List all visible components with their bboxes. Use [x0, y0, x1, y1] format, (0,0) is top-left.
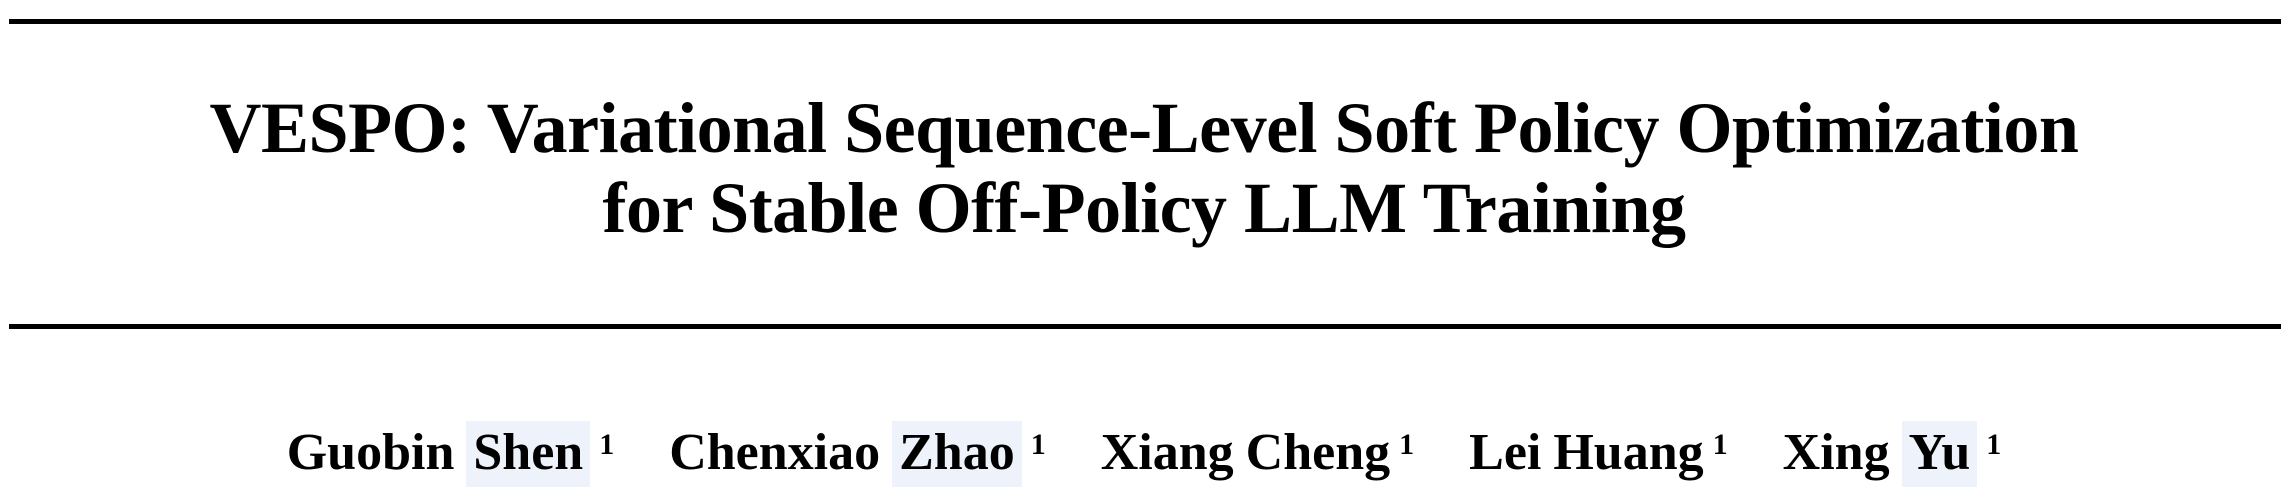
- author: [1783, 424, 2002, 489]
- author-last-name[interactable]: Zhao: [892, 421, 1022, 487]
- author: [287, 424, 615, 489]
- author: [669, 424, 1046, 489]
- author-first-name: Lei: [1469, 424, 1542, 481]
- middle-horizontal-rule: [9, 324, 2281, 329]
- author-last-name: Huang: [1553, 424, 1704, 481]
- top-horizontal-rule: [9, 19, 2281, 24]
- author-first-name: Xing: [1782, 424, 1890, 481]
- author-first-name: Guobin: [286, 424, 455, 481]
- paper-title: [0, 88, 2288, 248]
- author-last-name: Cheng: [1245, 424, 1391, 481]
- author-list: [0, 424, 2288, 489]
- author-last-name[interactable]: Shen: [466, 421, 590, 487]
- affiliation-superscript: 1: [599, 428, 615, 461]
- author-first-name: Xiang: [1100, 424, 1234, 481]
- author: [1469, 424, 1728, 489]
- author: [1101, 424, 1414, 489]
- affiliation-superscript: 1: [1712, 428, 1728, 461]
- affiliation-superscript: 1: [1030, 428, 1046, 461]
- paper-title-line-1: VESPO: Variational Sequence-Level Soft Policy Optimization: [209, 88, 2079, 168]
- affiliation-superscript: 1: [1399, 428, 1415, 461]
- paper-title-line-2: for Stable Off-Policy LLM Training: [602, 168, 1686, 248]
- author-first-name: Chenxiao: [669, 424, 881, 481]
- affiliation-superscript: 1: [1986, 428, 2002, 461]
- author-last-name[interactable]: Yu: [1902, 421, 1978, 487]
